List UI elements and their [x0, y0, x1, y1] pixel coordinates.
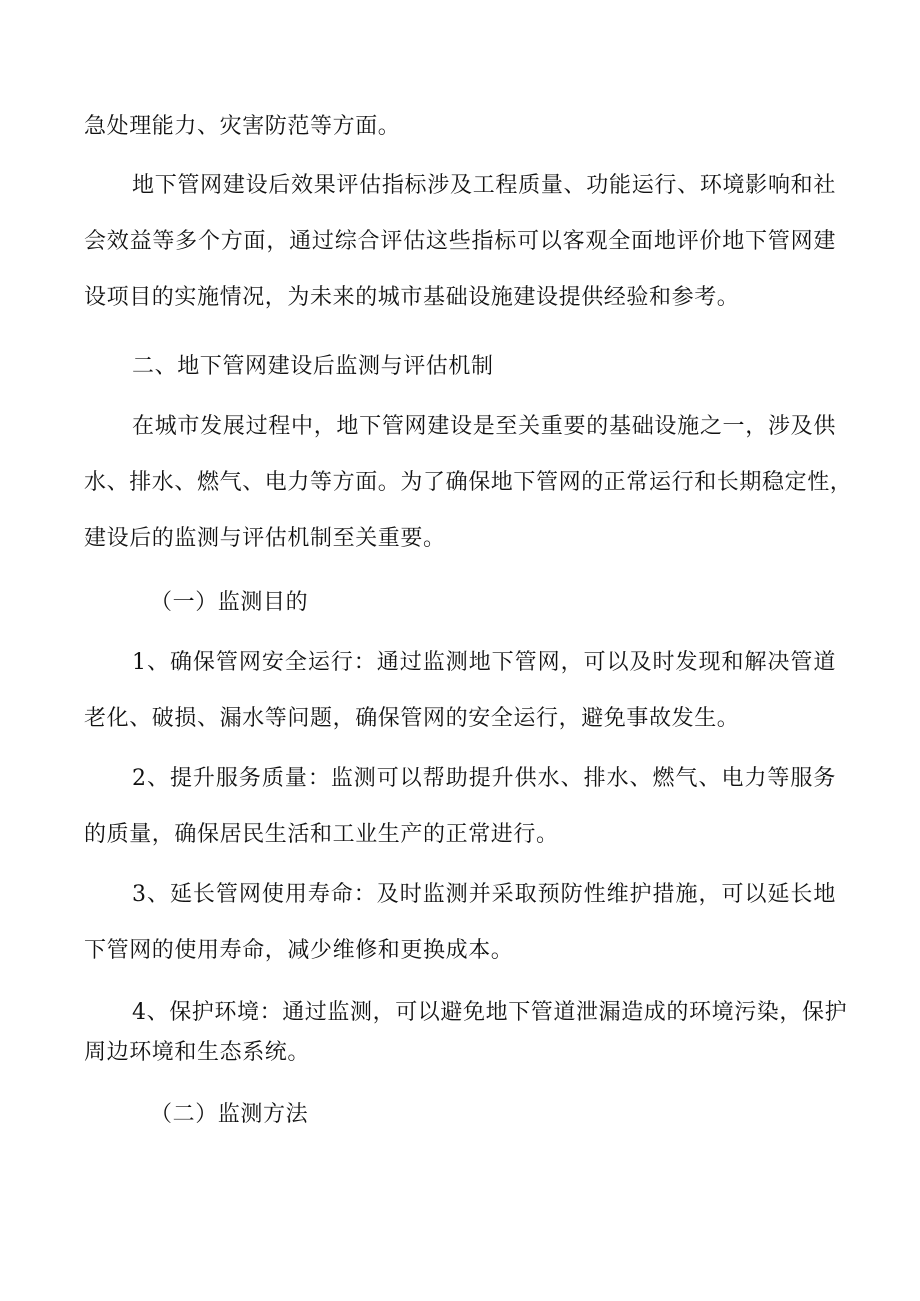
paragraph-line: 水、排水、燃气、电力等方面。为了确保地下管网的正常运行和长期稳定性，	[84, 470, 853, 495]
paragraph-line: 地下管网建设后效果评估指标涉及工程质量、功能运行、环境影响和社	[132, 173, 836, 198]
list-item-line: 4、保护环境：通过监测，可以避免地下管道泄漏造成的环境污染，保护	[132, 1000, 848, 1025]
paragraph-line: 在城市发展过程中，地下管网建设是至关重要的基础设施之一，涉及供	[132, 414, 836, 439]
subsection-heading: （二）监测方法	[150, 1102, 309, 1127]
paragraph-line: 设项目的实施情况，为未来的城市基础设施建设提供经验和参考。	[84, 285, 740, 310]
list-item-line: 1、确保管网安全运行：通过监测地下管网，可以及时发现和解决管道	[132, 650, 836, 675]
section-heading: 二、地下管网建设后监测与评估机制	[132, 354, 494, 379]
list-item-line: 老化、破损、漏水等问题，确保管网的安全运行，避免事故发生。	[84, 706, 740, 731]
list-item-line: 周边环境和生态系统。	[84, 1040, 311, 1065]
list-item-line: 下管网的使用寿命，减少维修和更换成本。	[84, 938, 514, 963]
list-item-line: 3、延长管网使用寿命：及时监测并采取预防性维护措施，可以延长地	[132, 882, 836, 907]
list-item-line: 2、提升服务质量：监测可以帮助提升供水、排水、燃气、电力等服务	[132, 766, 836, 791]
paragraph-line: 建设后的监测与评估机制至关重要。	[84, 526, 446, 551]
paragraph-line: 会效益等多个方面，通过综合评估这些指标可以客观全面地评价地下管网建	[84, 229, 836, 254]
list-item-line: 的质量，确保居民生活和工业生产的正常进行。	[84, 822, 559, 847]
subsection-heading: （一）监测目的	[150, 590, 309, 615]
paragraph-line: 急处理能力、灾害防范等方面。	[84, 114, 401, 139]
